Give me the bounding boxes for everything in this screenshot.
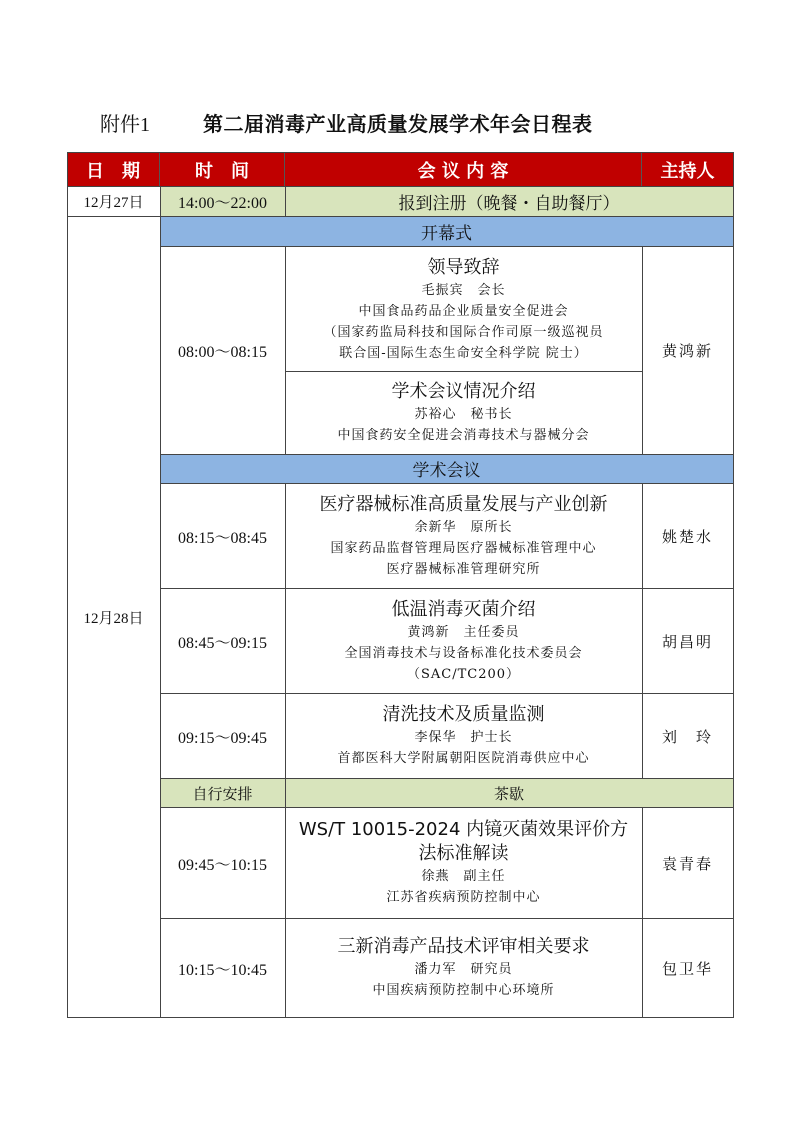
session-time: 08:15～08:45	[178, 529, 267, 547]
header-host: 主持人	[642, 153, 733, 186]
talk-title: 学术会议情况介绍	[391, 381, 536, 402]
session-time: 08:45～09:15	[178, 634, 267, 652]
session-host: 姚楚水	[661, 527, 713, 546]
session-time: 10:15～10:45	[178, 961, 267, 979]
session-host: 包卫华	[661, 959, 713, 978]
organization: 中国食品药品企业质量安全促进会	[358, 304, 569, 319]
header-date: 日 期	[67, 153, 160, 186]
speaker: 徐燕 副主任	[421, 869, 506, 884]
talk-title: 法标准解读	[418, 843, 509, 864]
speaker: 余新华 原所长	[414, 519, 513, 535]
talk-title: 领导致辞	[427, 257, 500, 278]
day1-time: 14:00～22:00	[160, 187, 285, 216]
break-label: 茶歇	[285, 779, 733, 807]
academic-label: 学术会议	[160, 454, 733, 483]
session-talk	[285, 808, 642, 918]
talk-title: 三新消毒产品技术评审相关要求	[337, 936, 590, 957]
header-time: 时 间	[160, 153, 285, 186]
speaker: 黄鸿新 主任委员	[407, 624, 520, 640]
speaker: 苏裕心 秘书长	[414, 407, 513, 422]
day2-date: 12月28日	[83, 610, 144, 627]
session-talk	[285, 694, 642, 778]
organization: 首都医科大学附属朝阳医院消毒供应中心	[337, 751, 590, 766]
speaker: 潘力军 研究员	[414, 962, 513, 977]
session-time: 09:15～09:45	[178, 729, 267, 747]
session-host: 刘 玲	[661, 727, 713, 746]
document-title	[100, 108, 593, 137]
break-time: 自行安排	[160, 779, 285, 807]
session-time: 09:45～10:15	[178, 856, 267, 874]
session-talk	[285, 919, 642, 1017]
organization: 中国食药安全促进会消毒技术与器械分会	[337, 428, 590, 443]
opening-talk-2	[285, 374, 642, 452]
page-title: 第二届消毒产业高质量发展学术年会日程表	[203, 112, 593, 136]
organization: 医疗器械标准管理研究所	[386, 561, 541, 577]
opening-label: 开幕式	[160, 217, 733, 246]
talk-title: WS/T 10015-2024 内镜灭菌效果评价方	[298, 819, 629, 840]
organization: 国家药品监督管理局医疗器械标准管理中心	[330, 540, 597, 556]
organization: 江苏省疾病预防控制中心	[386, 890, 541, 905]
session-host: 胡昌明	[661, 632, 713, 651]
session-host: 袁青春	[661, 854, 713, 873]
day1-content: 报到注册（晚餐・自助餐厅）	[285, 187, 733, 216]
talk-title: 低温消毒灭菌介绍	[391, 598, 536, 620]
organization: 全国消毒技术与设备标准化技术委员会	[344, 645, 583, 661]
session-talk	[285, 484, 642, 588]
speaker: 毛振宾 会长	[421, 283, 506, 298]
opening-talk-1	[285, 251, 642, 369]
session-talk	[285, 589, 642, 693]
opening-host: 黄鸿新	[661, 342, 713, 360]
header-content: 会 议 内 容	[285, 153, 642, 186]
organization: （SAC/TC200）	[406, 666, 521, 682]
organization: 中国疾病预防控制中心环境所	[372, 983, 555, 998]
organization: 联合国-国际生态生命安全科学院 院士）	[339, 346, 588, 361]
talk-title: 医疗器械标准高质量发展与产业创新	[319, 493, 608, 515]
attachment-label: 附件1	[100, 114, 150, 136]
opening-time: 08:00～08:15	[178, 344, 267, 361]
organization: （国家药监局科技和国际合作司原一级巡视员	[323, 325, 604, 340]
day1-date: 12月27日	[83, 195, 144, 211]
speaker: 李保华 护士长	[414, 730, 513, 745]
talk-title: 清洗技术及质量监测	[382, 704, 545, 725]
